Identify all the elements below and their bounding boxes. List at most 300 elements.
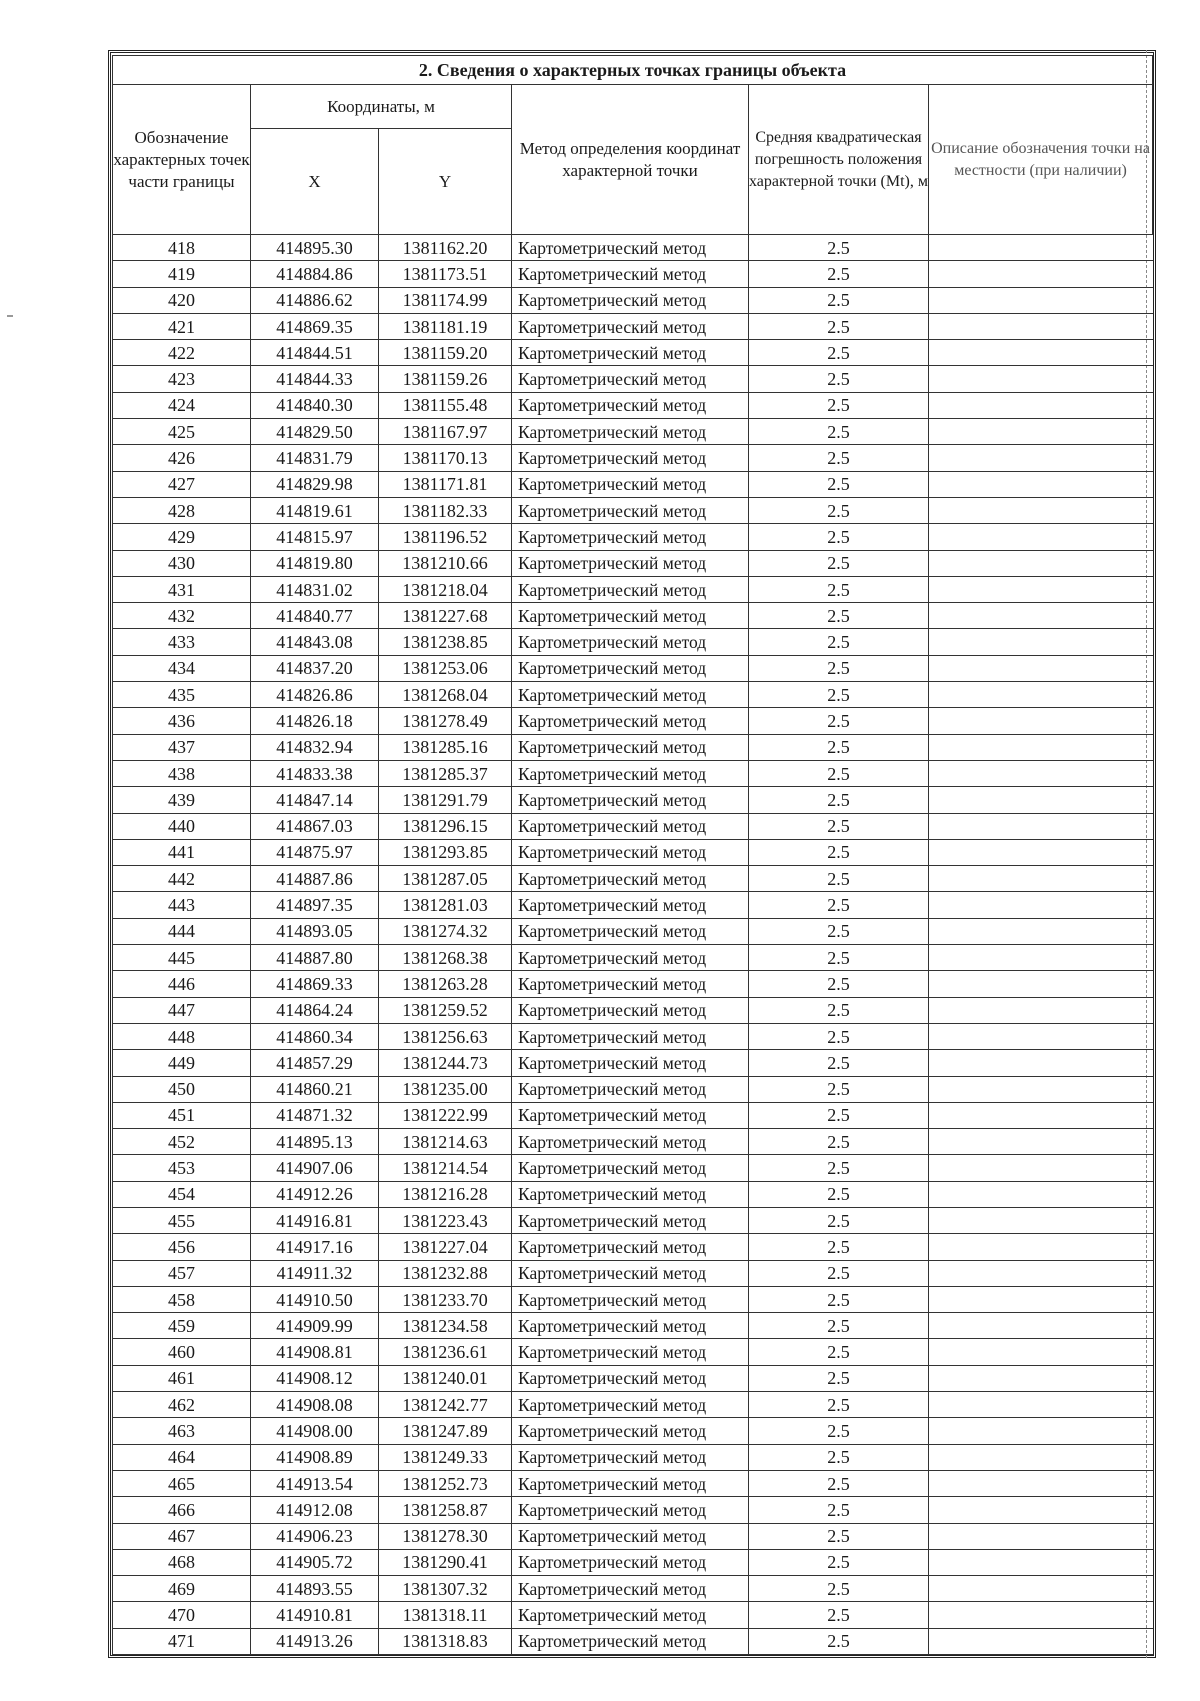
method: Картометрический метод	[512, 1339, 749, 1365]
method: Картометрический метод	[512, 971, 749, 997]
coord-x: 414829.50	[251, 419, 379, 445]
table-row	[113, 419, 1153, 445]
description-cell	[929, 550, 1153, 576]
method: Картометрический метод	[512, 1050, 749, 1076]
coord-y: 1381247.89	[379, 1418, 512, 1444]
description-cell	[929, 918, 1153, 944]
description-cell	[929, 1181, 1153, 1207]
point-number: 424	[113, 392, 251, 418]
coord-x: 414837.20	[251, 655, 379, 681]
table-row	[113, 313, 1153, 339]
coord-x: 414840.30	[251, 392, 379, 418]
description-cell	[929, 261, 1153, 287]
method: Картометрический метод	[512, 603, 749, 629]
table-row	[113, 734, 1153, 760]
method: Картометрический метод	[512, 366, 749, 392]
method: Картометрический метод	[512, 1129, 749, 1155]
coord-x: 414831.79	[251, 445, 379, 471]
coord-y: 1381290.41	[379, 1549, 512, 1575]
point-number: 448	[113, 1023, 251, 1049]
point-number: 467	[113, 1523, 251, 1549]
point-number: 461	[113, 1365, 251, 1391]
coord-y: 1381236.61	[379, 1339, 512, 1365]
description-cell	[929, 1207, 1153, 1233]
coord-x: 414913.54	[251, 1470, 379, 1496]
coord-x: 414893.05	[251, 918, 379, 944]
coord-x: 414906.23	[251, 1523, 379, 1549]
table-row	[113, 445, 1153, 471]
method: Картометрический метод	[512, 866, 749, 892]
method: Картометрический метод	[512, 1102, 749, 1128]
section-title: 2. Сведения о характерных точках границы объекта	[113, 56, 1153, 85]
error-value: 2.5	[749, 1023, 929, 1049]
coord-y: 1381259.52	[379, 997, 512, 1023]
coord-y: 1381285.16	[379, 734, 512, 760]
point-number: 458	[113, 1286, 251, 1312]
description-cell	[929, 524, 1153, 550]
error-value: 2.5	[749, 1050, 929, 1076]
coord-y: 1381214.54	[379, 1155, 512, 1181]
coord-x: 414917.16	[251, 1234, 379, 1260]
coord-x: 414910.81	[251, 1602, 379, 1628]
point-number: 430	[113, 550, 251, 576]
coord-y: 1381252.73	[379, 1470, 512, 1496]
error-value: 2.5	[749, 340, 929, 366]
method: Картометрический метод	[512, 1313, 749, 1339]
coord-x: 414908.12	[251, 1365, 379, 1391]
coord-x: 414911.32	[251, 1260, 379, 1286]
coord-y: 1381223.43	[379, 1207, 512, 1233]
point-number: 422	[113, 340, 251, 366]
table-row	[113, 708, 1153, 734]
coord-y: 1381182.33	[379, 497, 512, 523]
error-value: 2.5	[749, 1523, 929, 1549]
description-cell	[929, 1523, 1153, 1549]
coord-y: 1381285.37	[379, 760, 512, 786]
point-number: 462	[113, 1392, 251, 1418]
description-cell	[929, 945, 1153, 971]
point-number: 426	[113, 445, 251, 471]
coord-y: 1381170.13	[379, 445, 512, 471]
coord-x: 414912.08	[251, 1497, 379, 1523]
point-number: 465	[113, 1470, 251, 1496]
error-value: 2.5	[749, 1549, 929, 1575]
description-cell	[929, 366, 1153, 392]
coord-y: 1381287.05	[379, 866, 512, 892]
coord-x: 414869.35	[251, 313, 379, 339]
method: Картометрический метод	[512, 1023, 749, 1049]
coord-y: 1381278.30	[379, 1523, 512, 1549]
table-row	[113, 997, 1153, 1023]
table-row	[113, 945, 1153, 971]
error-value: 2.5	[749, 550, 929, 576]
description-cell	[929, 682, 1153, 708]
table-row	[113, 1576, 1153, 1602]
table-row	[113, 1418, 1153, 1444]
error-value: 2.5	[749, 1470, 929, 1496]
coord-x: 414907.06	[251, 1155, 379, 1181]
point-number: 442	[113, 866, 251, 892]
point-number: 470	[113, 1602, 251, 1628]
coord-x: 414908.00	[251, 1418, 379, 1444]
description-cell	[929, 1444, 1153, 1470]
method: Картометрический метод	[512, 445, 749, 471]
point-number: 429	[113, 524, 251, 550]
description-cell	[929, 1392, 1153, 1418]
header-description: Описание обозначения точки на местности (при наличии)	[929, 85, 1153, 235]
error-value: 2.5	[749, 419, 929, 445]
description-cell	[929, 1050, 1153, 1076]
error-value: 2.5	[749, 866, 929, 892]
coord-x: 414895.30	[251, 235, 379, 261]
coord-y: 1381235.00	[379, 1076, 512, 1102]
description-cell	[929, 1628, 1153, 1654]
description-cell	[929, 1313, 1153, 1339]
table-row	[113, 1023, 1153, 1049]
table-row	[113, 1602, 1153, 1628]
table-row	[113, 1444, 1153, 1470]
point-number: 444	[113, 918, 251, 944]
method: Картометрический метод	[512, 1602, 749, 1628]
description-cell	[929, 445, 1153, 471]
error-value: 2.5	[749, 682, 929, 708]
point-number: 457	[113, 1260, 251, 1286]
error-value: 2.5	[749, 1313, 929, 1339]
method: Картометрический метод	[512, 760, 749, 786]
description-cell	[929, 1076, 1153, 1102]
coord-x: 414913.26	[251, 1628, 379, 1654]
method: Картометрический метод	[512, 524, 749, 550]
error-value: 2.5	[749, 524, 929, 550]
description-cell	[929, 313, 1153, 339]
coord-x: 414833.38	[251, 760, 379, 786]
method: Картометрический метод	[512, 787, 749, 813]
point-number: 428	[113, 497, 251, 523]
method: Картометрический метод	[512, 629, 749, 655]
header-error: Средняя квадратическая погрешность положения характерной точки (Mt), м	[749, 85, 929, 235]
description-cell	[929, 1418, 1153, 1444]
coord-y: 1381196.52	[379, 524, 512, 550]
description-cell	[929, 1129, 1153, 1155]
error-value: 2.5	[749, 1339, 929, 1365]
table-row	[113, 629, 1153, 655]
coord-x: 414860.34	[251, 1023, 379, 1049]
table-row	[113, 1392, 1153, 1418]
point-number: 440	[113, 813, 251, 839]
header-y: Y	[379, 129, 512, 235]
table-row	[113, 1286, 1153, 1312]
table-row	[113, 1050, 1153, 1076]
method: Картометрический метод	[512, 708, 749, 734]
table-row	[113, 603, 1153, 629]
point-number: 464	[113, 1444, 251, 1470]
coord-x: 414910.50	[251, 1286, 379, 1312]
coord-y: 1381222.99	[379, 1102, 512, 1128]
method: Картометрический метод	[512, 1523, 749, 1549]
description-cell	[929, 1339, 1153, 1365]
boundary-points-table	[112, 55, 1153, 1655]
table-row	[113, 1628, 1153, 1654]
header-coordinates: Координаты, м	[251, 85, 512, 129]
scan-artifact	[7, 315, 13, 317]
coord-x: 414875.97	[251, 839, 379, 865]
coord-y: 1381293.85	[379, 839, 512, 865]
table-row	[113, 1497, 1153, 1523]
coord-y: 1381307.32	[379, 1576, 512, 1602]
error-value: 2.5	[749, 366, 929, 392]
method: Картометрический метод	[512, 1234, 749, 1260]
coord-x: 414840.77	[251, 603, 379, 629]
coord-x: 414844.33	[251, 366, 379, 392]
error-value: 2.5	[749, 760, 929, 786]
error-value: 2.5	[749, 892, 929, 918]
method: Картометрический метод	[512, 1418, 749, 1444]
point-number: 438	[113, 760, 251, 786]
table-row	[113, 235, 1153, 261]
error-value: 2.5	[749, 445, 929, 471]
table-row	[113, 576, 1153, 602]
coord-x: 414893.55	[251, 1576, 379, 1602]
method: Картометрический метод	[512, 471, 749, 497]
coord-y: 1381162.20	[379, 235, 512, 261]
method: Картометрический метод	[512, 839, 749, 865]
table-row	[113, 1129, 1153, 1155]
point-number: 436	[113, 708, 251, 734]
point-number: 443	[113, 892, 251, 918]
point-number: 420	[113, 287, 251, 313]
error-value: 2.5	[749, 629, 929, 655]
description-cell	[929, 760, 1153, 786]
point-number: 463	[113, 1418, 251, 1444]
coord-x: 414887.86	[251, 866, 379, 892]
coord-y: 1381227.68	[379, 603, 512, 629]
point-number: 460	[113, 1339, 251, 1365]
coord-y: 1381159.26	[379, 366, 512, 392]
table-row	[113, 1313, 1153, 1339]
method: Картометрический метод	[512, 313, 749, 339]
description-cell	[929, 1234, 1153, 1260]
method: Картометрический метод	[512, 1260, 749, 1286]
coord-x: 414844.51	[251, 340, 379, 366]
coord-y: 1381218.04	[379, 576, 512, 602]
point-number: 456	[113, 1234, 251, 1260]
description-cell	[929, 1023, 1153, 1049]
table-row	[113, 813, 1153, 839]
coord-y: 1381216.28	[379, 1181, 512, 1207]
description-cell	[929, 576, 1153, 602]
coord-x: 414815.97	[251, 524, 379, 550]
coord-x: 414847.14	[251, 787, 379, 813]
coord-x: 414908.81	[251, 1339, 379, 1365]
coord-y: 1381233.70	[379, 1286, 512, 1312]
point-number: 454	[113, 1181, 251, 1207]
point-number: 468	[113, 1549, 251, 1575]
coord-y: 1381256.63	[379, 1023, 512, 1049]
error-value: 2.5	[749, 1392, 929, 1418]
table-row	[113, 1470, 1153, 1496]
description-cell	[929, 1286, 1153, 1312]
coord-y: 1381258.87	[379, 1497, 512, 1523]
method: Картометрический метод	[512, 1628, 749, 1654]
error-value: 2.5	[749, 1497, 929, 1523]
coord-x: 414887.80	[251, 945, 379, 971]
coord-y: 1381181.19	[379, 313, 512, 339]
coord-y: 1381174.99	[379, 287, 512, 313]
coord-y: 1381263.28	[379, 971, 512, 997]
description-cell	[929, 708, 1153, 734]
table-row	[113, 839, 1153, 865]
description-cell	[929, 734, 1153, 760]
coord-x: 414826.18	[251, 708, 379, 734]
point-number: 427	[113, 471, 251, 497]
coord-x: 414886.62	[251, 287, 379, 313]
table-row	[113, 866, 1153, 892]
coord-x: 414867.03	[251, 813, 379, 839]
table-row	[113, 1076, 1153, 1102]
coord-x: 414869.33	[251, 971, 379, 997]
point-number: 423	[113, 366, 251, 392]
table-row	[113, 497, 1153, 523]
error-value: 2.5	[749, 235, 929, 261]
description-cell	[929, 1260, 1153, 1286]
coord-x: 414819.80	[251, 550, 379, 576]
table-row	[113, 682, 1153, 708]
error-value: 2.5	[749, 1628, 929, 1654]
coord-y: 1381232.88	[379, 1260, 512, 1286]
point-number: 431	[113, 576, 251, 602]
coord-x: 414829.98	[251, 471, 379, 497]
table-row	[113, 655, 1153, 681]
table-row	[113, 524, 1153, 550]
point-number: 439	[113, 787, 251, 813]
description-cell	[929, 497, 1153, 523]
coord-x: 414908.08	[251, 1392, 379, 1418]
coord-y: 1381268.38	[379, 945, 512, 971]
error-value: 2.5	[749, 1602, 929, 1628]
coord-y: 1381234.58	[379, 1313, 512, 1339]
table-row	[113, 366, 1153, 392]
method: Картометрический метод	[512, 918, 749, 944]
error-value: 2.5	[749, 1155, 929, 1181]
point-number: 435	[113, 682, 251, 708]
error-value: 2.5	[749, 603, 929, 629]
error-value: 2.5	[749, 1102, 929, 1128]
point-number: 441	[113, 839, 251, 865]
point-number: 433	[113, 629, 251, 655]
method: Картометрический метод	[512, 655, 749, 681]
description-cell	[929, 603, 1153, 629]
description-cell	[929, 839, 1153, 865]
coord-y: 1381214.63	[379, 1129, 512, 1155]
table-row	[113, 918, 1153, 944]
error-value: 2.5	[749, 918, 929, 944]
method: Картометрический метод	[512, 1497, 749, 1523]
table-row	[113, 1549, 1153, 1575]
point-number: 471	[113, 1628, 251, 1654]
coord-x: 414843.08	[251, 629, 379, 655]
method: Картометрический метод	[512, 1470, 749, 1496]
description-cell	[929, 997, 1153, 1023]
coord-x: 414831.02	[251, 576, 379, 602]
error-value: 2.5	[749, 734, 929, 760]
point-number: 434	[113, 655, 251, 681]
error-value: 2.5	[749, 1444, 929, 1470]
description-cell	[929, 813, 1153, 839]
method: Картометрический метод	[512, 1549, 749, 1575]
error-value: 2.5	[749, 1576, 929, 1602]
method: Картометрический метод	[512, 1444, 749, 1470]
error-value: 2.5	[749, 971, 929, 997]
table-row	[113, 760, 1153, 786]
coord-x: 414905.72	[251, 1549, 379, 1575]
coord-y: 1381238.85	[379, 629, 512, 655]
method: Картометрический метод	[512, 892, 749, 918]
error-value: 2.5	[749, 471, 929, 497]
method: Картометрический метод	[512, 419, 749, 445]
method: Картометрический метод	[512, 1207, 749, 1233]
method: Картометрический метод	[512, 945, 749, 971]
table-row	[113, 971, 1153, 997]
table-row	[113, 287, 1153, 313]
coord-y: 1381296.15	[379, 813, 512, 839]
description-cell	[929, 1470, 1153, 1496]
point-number: 455	[113, 1207, 251, 1233]
method: Картометрический метод	[512, 1286, 749, 1312]
coord-y: 1381171.81	[379, 471, 512, 497]
method: Картометрический метод	[512, 340, 749, 366]
description-cell	[929, 419, 1153, 445]
method: Картометрический метод	[512, 497, 749, 523]
method: Картометрический метод	[512, 1392, 749, 1418]
error-value: 2.5	[749, 392, 929, 418]
description-cell	[929, 471, 1153, 497]
header-point-designation: Обозначение характерных точек части границы	[113, 85, 251, 235]
error-value: 2.5	[749, 997, 929, 1023]
table-body	[113, 235, 1153, 1655]
table-row	[113, 550, 1153, 576]
coord-y: 1381291.79	[379, 787, 512, 813]
table-row	[113, 892, 1153, 918]
coord-x: 414864.24	[251, 997, 379, 1023]
error-value: 2.5	[749, 1418, 929, 1444]
error-value: 2.5	[749, 576, 929, 602]
coord-x: 414871.32	[251, 1102, 379, 1128]
error-value: 2.5	[749, 945, 929, 971]
table-row	[113, 1339, 1153, 1365]
error-value: 2.5	[749, 1129, 929, 1155]
coord-y: 1381278.49	[379, 708, 512, 734]
coord-y: 1381173.51	[379, 261, 512, 287]
method: Картометрический метод	[512, 287, 749, 313]
table-row	[113, 471, 1153, 497]
error-value: 2.5	[749, 261, 929, 287]
error-value: 2.5	[749, 1181, 929, 1207]
coord-x: 414819.61	[251, 497, 379, 523]
description-cell	[929, 1365, 1153, 1391]
coord-y: 1381242.77	[379, 1392, 512, 1418]
point-number: 445	[113, 945, 251, 971]
method: Картометрический метод	[512, 682, 749, 708]
description-cell	[929, 1155, 1153, 1181]
error-value: 2.5	[749, 287, 929, 313]
error-value: 2.5	[749, 313, 929, 339]
table-row	[113, 1155, 1153, 1181]
coord-x: 414895.13	[251, 1129, 379, 1155]
point-number: 421	[113, 313, 251, 339]
coord-x: 414884.86	[251, 261, 379, 287]
point-number: 466	[113, 1497, 251, 1523]
point-number: 450	[113, 1076, 251, 1102]
